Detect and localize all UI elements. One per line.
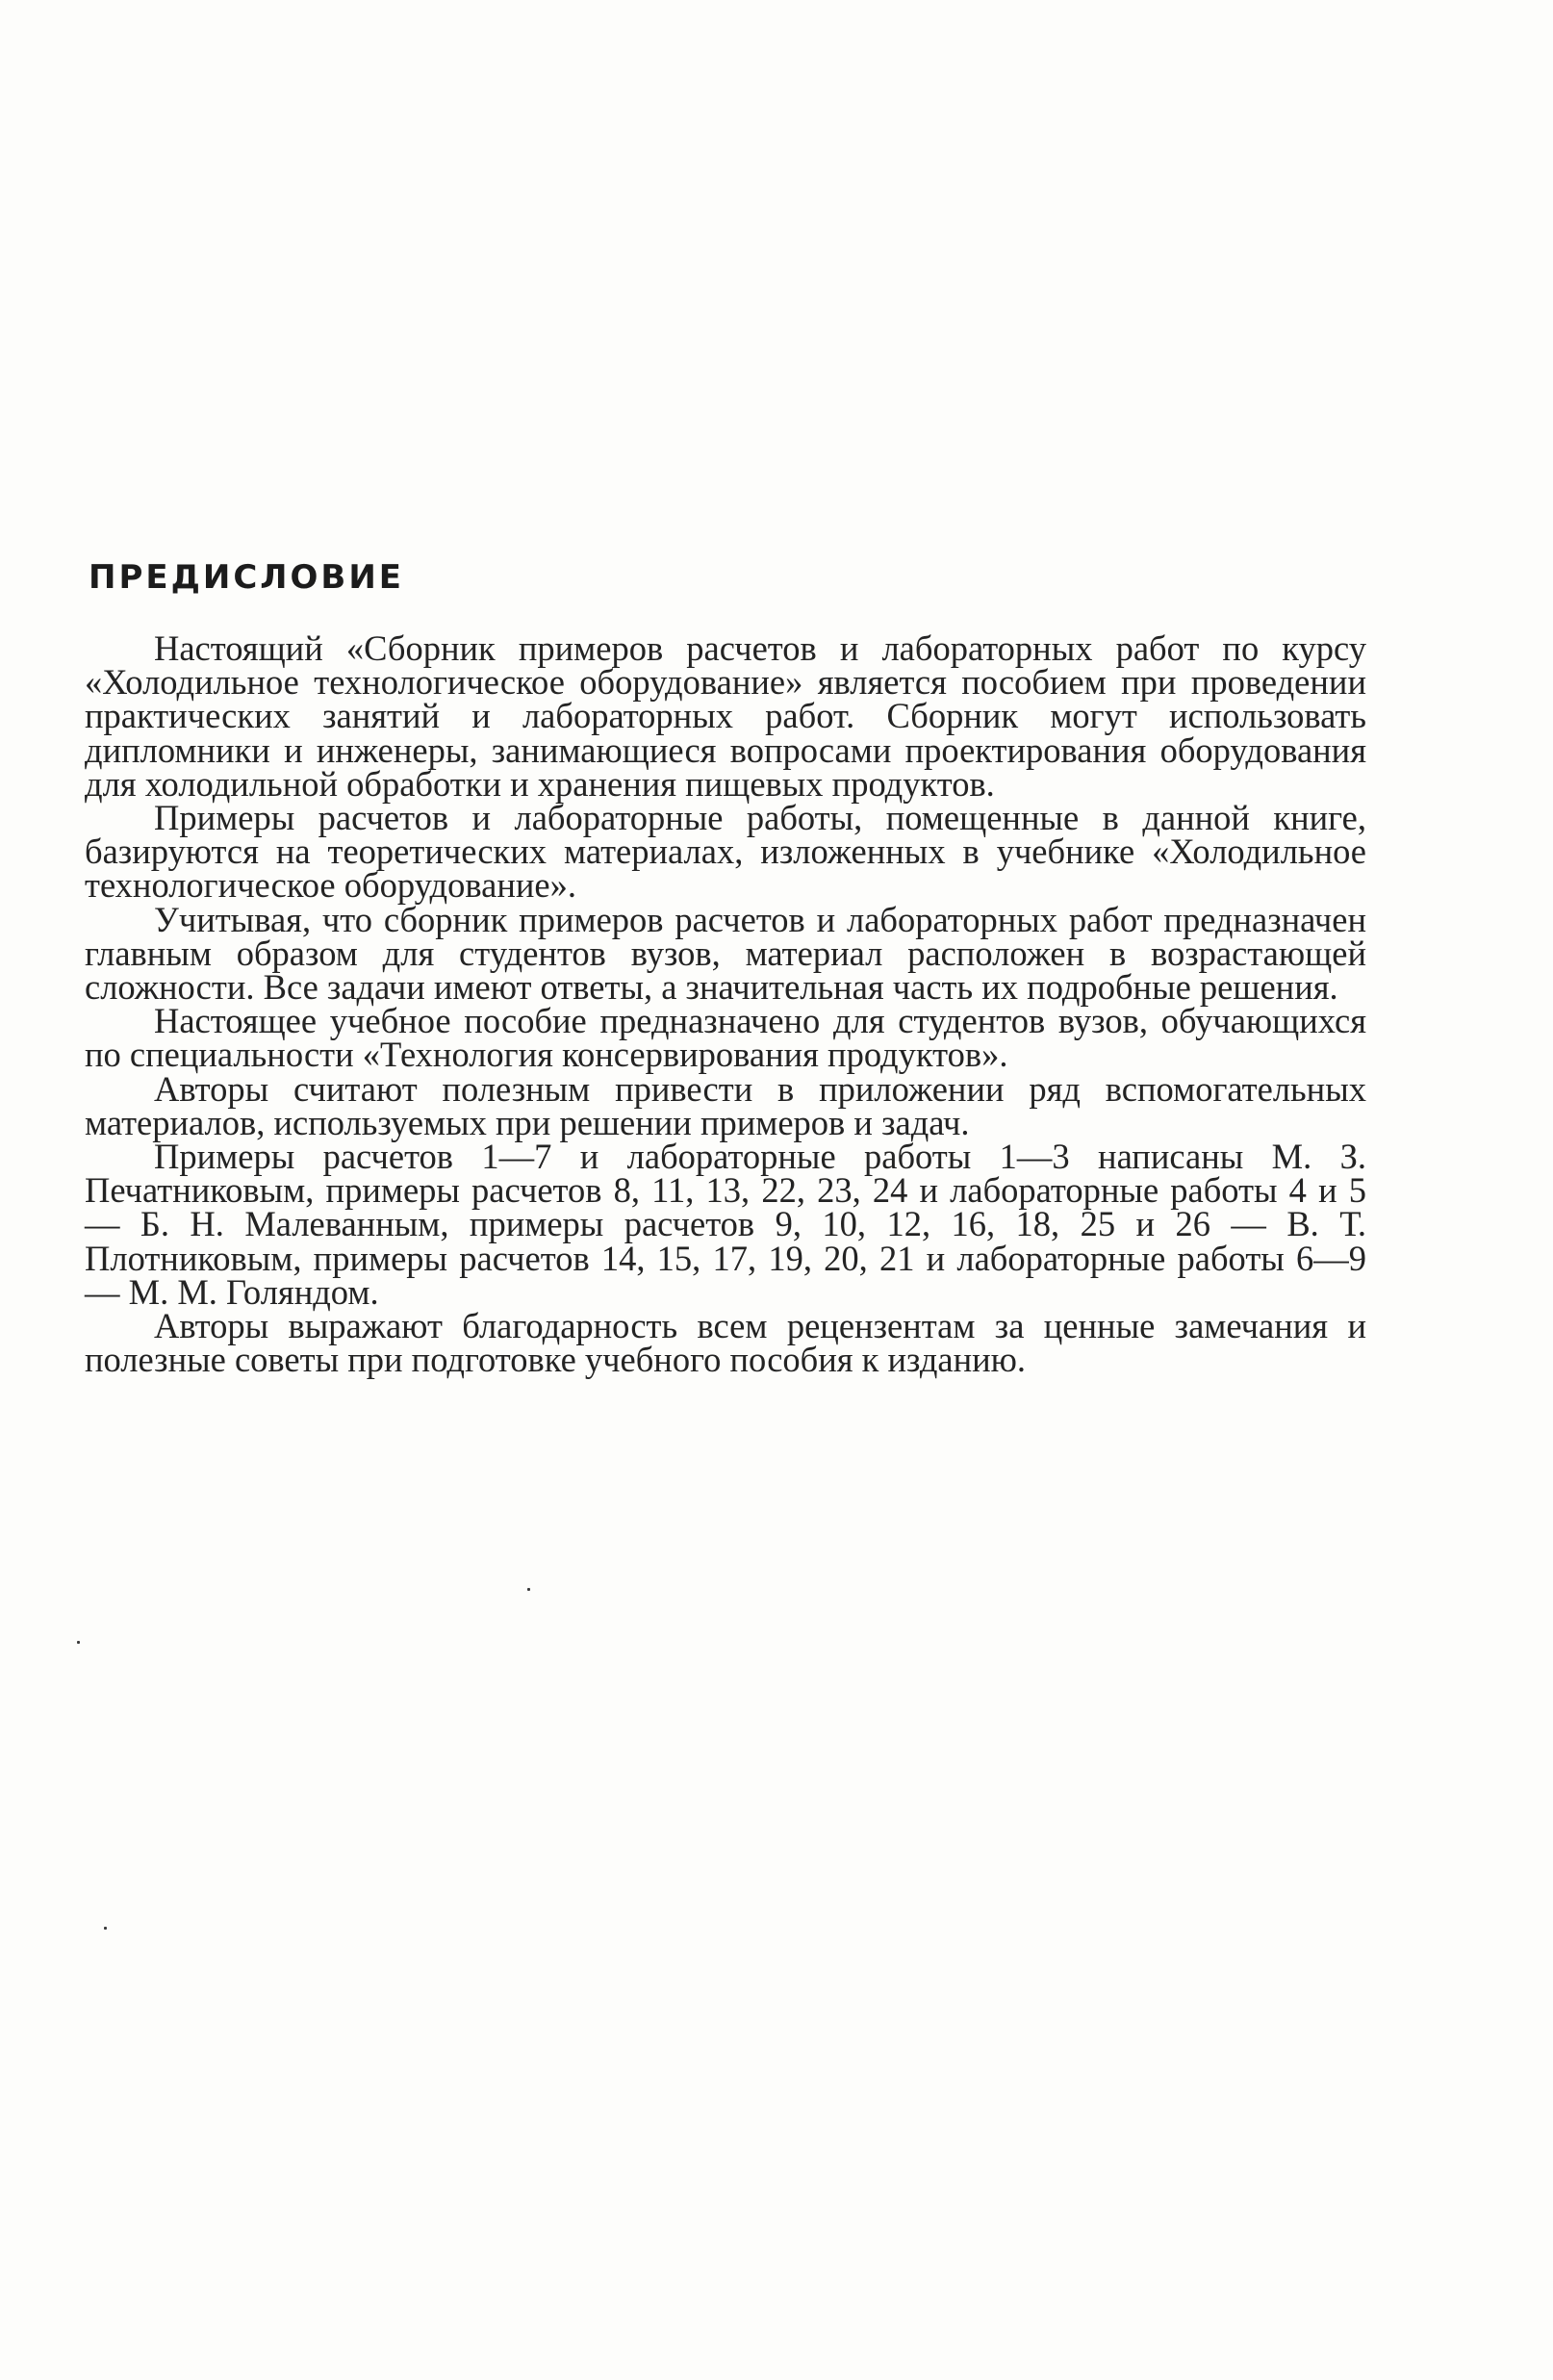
paragraph: Авторы выражают благодарность всем рецензентам за ценные замечания и полезные советы при подготовке учебного пособия к изданию. — [85, 1306, 1366, 1380]
paragraph: Примеры расчетов и лабораторные работы, помещенные в данной книге, базируются на теоретических материалах, изложенных в учебнике «Холодильное технологическое оборудование». — [85, 798, 1366, 906]
paragraph: Авторы считают полезным привести в приложении ряд вспомогательных материалов, используемых при решении примеров и задач. — [85, 1068, 1366, 1142]
paragraph: Настоящий «Сборник примеров расчетов и лабораторных работ по курсу «Холодильное технологическое оборудование» является пособием при проведении практических занятий и лабораторных работ. Сборник могут использовать дипломники и инженеры, занимающиеся вопросами проектирования оборудования для холодильной обработки и хранения пищевых продуктов. — [85, 628, 1366, 804]
paragraph: Примеры расчетов 1—7 и лабораторные работы 1—3 написаны М. З. Печатниковым, примеры расчетов 8, 11, 13, 22, 23, 24 и лабораторные работы 4 и 5 — Б. Н. Малеванным, примеры расчетов 9, 10, 12, 16, 18, 25 и 26 — В. Т. Плотниковым, примеры расчетов 14, 15, 17, 19, 20, 21 и лабораторные работы 6—9 — М. М. Голяндом. — [85, 1137, 1366, 1312]
scan-speck — [77, 1641, 80, 1644]
page-heading: ПРЕДИСЛОВИЕ — [89, 558, 405, 597]
paragraph: Учитывая, что сборник примеров расчетов и лабораторных работ предназначен главным образом для студентов вузов, материал расположен в возрастающей сложности. Все задачи имеют ответы, а значительная часть их подробные решения. — [85, 899, 1366, 1008]
scan-speck — [527, 1588, 530, 1591]
preface-body — [85, 628, 1366, 1380]
paragraph: Настоящее учебное пособие предназначено для студентов вузов, обучающихся по специальности «Технология консервирования продуктов». — [85, 1001, 1366, 1075]
scan-speck — [104, 1927, 107, 1930]
